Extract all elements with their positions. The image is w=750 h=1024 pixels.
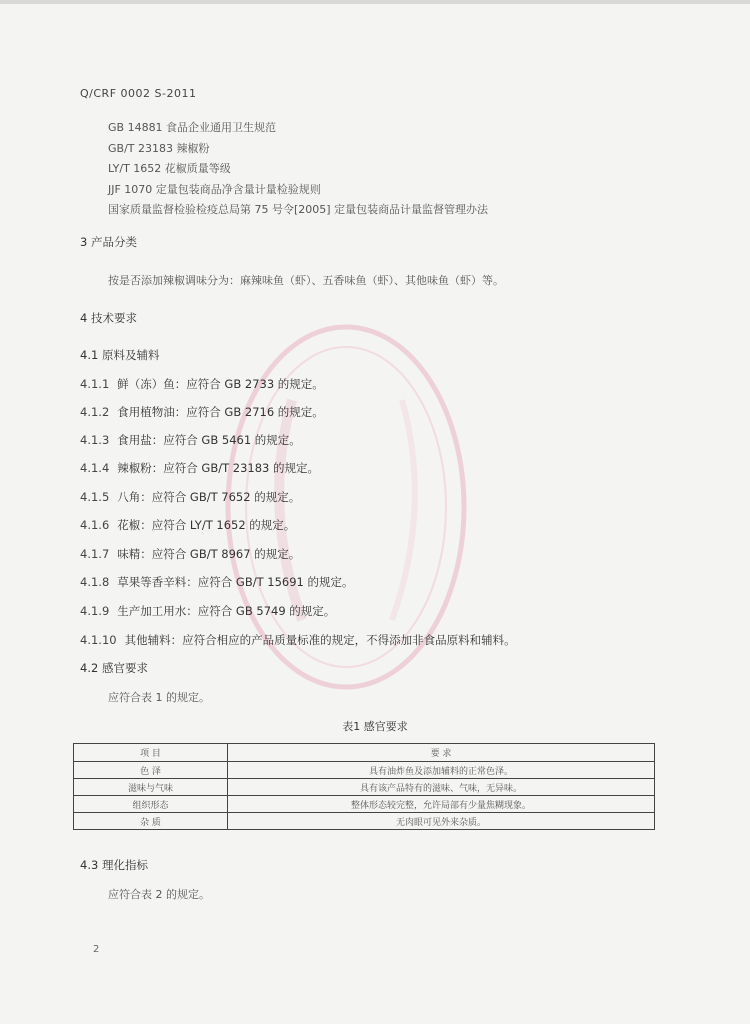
clause-4-1-3: [80, 432, 301, 448]
clause-text: 味精：应符合 GB/T 8967 的规定。: [117, 547, 301, 561]
clause-4-1-7: [80, 546, 300, 562]
table-cell-item: 杂 质: [74, 813, 228, 830]
table-cell-item: 组织形态: [74, 796, 228, 813]
clause-4-1-9: [80, 603, 335, 619]
clause-4-1-1: [80, 376, 324, 392]
clause-number: 4.1.4: [80, 461, 110, 475]
section-4-2-heading: 4.2 感官要求: [80, 661, 148, 675]
clause-text: 生产加工用水：应符合 GB 5749 的规定。: [117, 604, 336, 618]
clause-4-1-6: [80, 517, 295, 533]
table-row: [74, 796, 655, 813]
clause-number: 4.1.9: [80, 604, 110, 618]
clause-number: 4.1.3: [80, 433, 110, 447]
clause-text: 鲜（冻）鱼：应符合 GB 2733 的规定。: [117, 377, 324, 391]
clause-4-1-10: [80, 632, 516, 648]
clause-text: 辣椒粉：应符合 GB/T 23183 的规定。: [117, 461, 320, 475]
section-4-2-text: 应符合表 1 的规定。: [108, 691, 210, 704]
page-number: 2: [93, 944, 100, 955]
table-cell-requirement: 具有该产品特有的滋味、气味，无异味。: [228, 779, 655, 796]
table-row: [74, 779, 655, 796]
table-cell-item: 滋味与气味: [74, 779, 228, 796]
clause-text: 其他辅料：应符合相应的产品质量标准的规定，不得添加非食品原料和辅料。: [124, 633, 516, 647]
table-row: [74, 762, 655, 779]
table-header-row: [74, 744, 655, 762]
clause-text: 花椒：应符合 LY/T 1652 的规定。: [117, 518, 296, 532]
section-3-text: 按是否添加辣椒调味分为：麻辣味鱼（虾）、五香味鱼（虾）、其他味鱼（虾）等。: [108, 274, 504, 287]
reference-item: JJF 1070 定量包装商品净含量计量检验规则: [108, 182, 321, 196]
clause-text: 草果等香辛料：应符合 GB/T 15691 的规定。: [117, 575, 354, 589]
clause-4-1-5: [80, 489, 300, 505]
document-code: Q/CRF 0002 S-2011: [80, 87, 197, 100]
section-3-heading: 3 产品分类: [80, 235, 137, 249]
table-cell-requirement: 无肉眼可见外来杂质。: [228, 813, 655, 830]
reference-item: LY/T 1652 花椒质量等级: [108, 162, 231, 175]
reference-item: GB 14881 食品企业通用卫生规范: [108, 121, 277, 134]
table-row: [74, 813, 655, 830]
normative-references: [108, 118, 488, 221]
clause-text: 八角：应符合 GB/T 7652 的规定。: [117, 490, 301, 504]
clause-text: 食用植物油：应符合 GB 2716 的规定。: [117, 405, 324, 419]
table-cell-requirement: 具有油炸鱼及添加辅料的正常色泽。: [228, 762, 655, 779]
section-4-3-text: 应符合表 2 的规定。: [108, 888, 210, 901]
table-header-cell: 要 求: [228, 744, 655, 762]
clause-number: 4.1.6: [80, 518, 110, 532]
section-4-1-heading: 4.1 原料及辅料: [80, 348, 160, 362]
clause-number: 4.1.7: [80, 547, 110, 561]
clause-text: 食用盐：应符合 GB 5461 的规定。: [117, 433, 301, 447]
clause-number: 4.1.1: [80, 377, 110, 391]
sensory-requirements-table: [73, 743, 655, 830]
clause-4-1-8: [80, 574, 354, 590]
clause-number: 4.1.5: [80, 490, 110, 504]
section-4-3-heading: 4.3 理化指标: [80, 858, 148, 872]
table-cell-item: 色 泽: [74, 762, 228, 779]
clause-4-1-2: [80, 404, 324, 420]
clause-4-1-4: [80, 460, 319, 476]
reference-item: GB/T 23183 辣椒粉: [108, 141, 210, 155]
section-4-heading: 4 技术要求: [80, 311, 137, 325]
reference-item: 国家质量监督检验检疫总局第 75 号令[2005] 定量包装商品计量监督管理办法: [108, 203, 489, 216]
clause-number: 4.1.8: [80, 575, 110, 589]
clause-number: 4.1.10: [80, 633, 117, 647]
scan-edge: [0, 0, 750, 4]
table-header-cell: 项 目: [74, 744, 228, 762]
table-cell-requirement: 整体形态较完整，允许局部有少量焦糊现象。: [228, 796, 655, 813]
table-1-caption: 表1 感官要求: [342, 720, 408, 733]
clause-number: 4.1.2: [80, 405, 110, 419]
